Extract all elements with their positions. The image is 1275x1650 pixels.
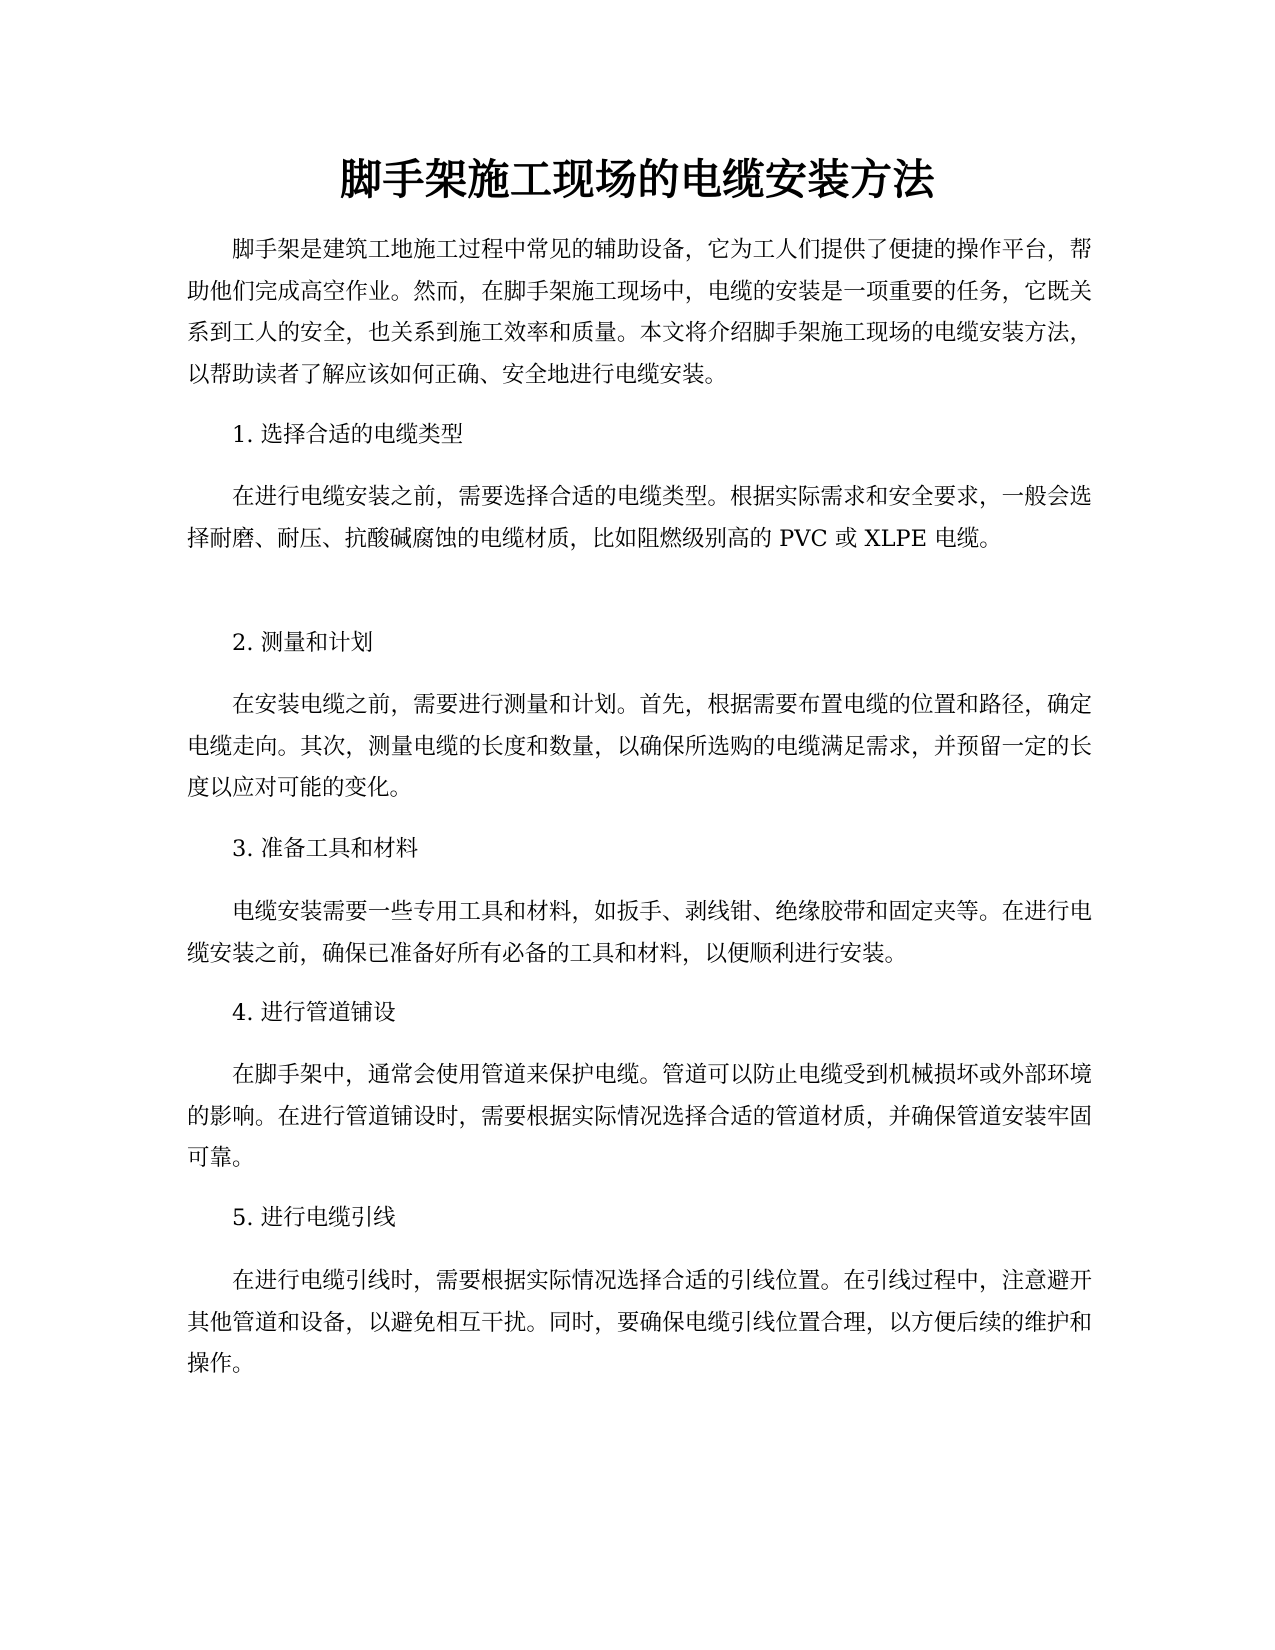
section-heading: 3. 准备工具和材料 [232, 836, 419, 862]
section-body: 在脚手架中，通常会使用管道来保护电缆。管道可以防止电缆受到机械损坏或外部环境的影响。在进行管道铺设时，需要根据实际情况选择合适的管道材质，并确保管道安装牢固可靠。 [187, 1062, 1092, 1171]
section-heading: 1. 选择合适的电缆类型 [232, 422, 464, 448]
section-body: 在进行电缆安装之前，需要选择合适的电缆类型。根据实际需求和安全要求，一般会选择耐磨、耐压、抗酸碱腐蚀的电缆材质，比如阻燃级别高的 PVC 或 XLPE 电缆。 [187, 484, 1092, 552]
section-body: 在安装电缆之前，需要进行测量和计划。首先，根据需要布置电缆的位置和路径，确定电缆走向。其次，测量电缆的长度和数量，以确保所选购的电缆满足需求，并预留一定的长度以应对可能的变化。 [187, 692, 1092, 801]
document-title: 脚手架施工现场的电缆安装方法 [339, 155, 935, 204]
section-heading: 4. 进行管道铺设 [232, 1000, 396, 1026]
section-body: 电缆安装需要一些专用工具和材料，如扳手、剥线钳、绝缘胶带和固定夹等。在进行电缆安装之前，确保已准备好所有必备的工具和材料，以便顺利进行安装。 [187, 899, 1092, 967]
intro-paragraph: 脚手架是建筑工地施工过程中常见的辅助设备，它为工人们提供了便捷的操作平台，帮助他们完成高空作业。然而，在脚手架施工现场中，电缆的安装是一项重要的任务，它既关系到工人的安全，也关系到施工效率和质量。本文将介绍脚手架施工现场的电缆安装方法，以帮助读者了解应该如何正确、安全地进行电缆安装。 [187, 237, 1092, 388]
section-heading: 2. 测量和计划 [232, 630, 374, 656]
section-body: 在进行电缆引线时，需要根据实际情况选择合适的引线位置。在引线过程中，注意避开其他管道和设备，以避免相互干扰。同时，要确保电缆引线位置合理，以方便后续的维护和操作。 [187, 1268, 1092, 1377]
section-heading: 5. 进行电缆引线 [232, 1205, 396, 1231]
